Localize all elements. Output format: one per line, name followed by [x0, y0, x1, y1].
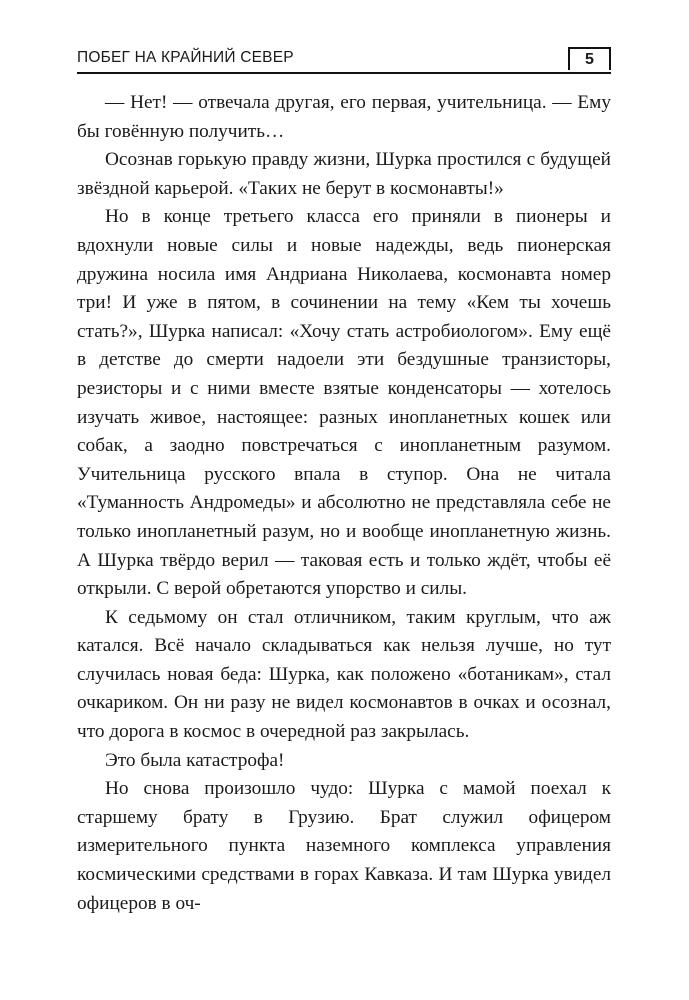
- paragraph: — Нет! — отвечала другая, его первая, учительница. — Ему бы говённую получить…: [77, 92, 611, 142]
- running-header: [77, 48, 611, 74]
- paragraph: Это была катастрофа!: [105, 749, 285, 771]
- paragraph: Но снова произошло чудо: Шурка с мамой поехал к старшему брату в Грузию. Брат служил офицером измерительного пункта наземного комплекса управления космическими средствами в горах Кавказа. И там Шурка увидел офицеров в оч-: [77, 778, 611, 914]
- body-text: [77, 89, 611, 918]
- paragraph: К седьмому он стал отличником, таким круглым, что аж катался. Всё начало складываться как нельзя лучше, но тут случилась новая беда: Шурка, как положено «ботаникам», стал очкариком. Он ни разу не видел космонавтов в очках и осознал, что дорога в космос в очередной раз закрылась.: [77, 606, 611, 743]
- running-title: ПОБЕГ НА КРАЙНИЙ СЕВЕР: [77, 49, 294, 66]
- paragraph: Осознав горькую правду жизни, Шурка простился с будущей звёздной карьерой. «Таких не берут в космонавты!»: [77, 149, 611, 199]
- paragraph: Но в конце третьего класса его приняли в пионеры и вдохнули новые силы и новые надежды, ведь пионерская дружина носила имя Андриана Николаева, космонавта номер три! И уже в пятом, в сочинении на тему «Кем ты хочешь стать?», Шурка написал: «Хочу стать астробиологом». Ему ещё в детстве до смерти надоели эти бездушные транзисторы, резисторы и с ними вместе взятые конденсаторы — хотелось изучать живое, настоящее: разных инопланетных кошек или собак, а заодно повстречаться с инопланетным разумом. Учительница русского впала в ступор. Она не читала «Туманность Андромеды» и абсолютно не представляла себе не только инопланетный разум, но и вообще инопланетную жизнь. А Шурка твёрдо верил — таковая есть и только ждёт, чтобы её открыли. С верой обретаются упорство и силы.: [77, 206, 611, 600]
- page-number: 5: [568, 47, 611, 70]
